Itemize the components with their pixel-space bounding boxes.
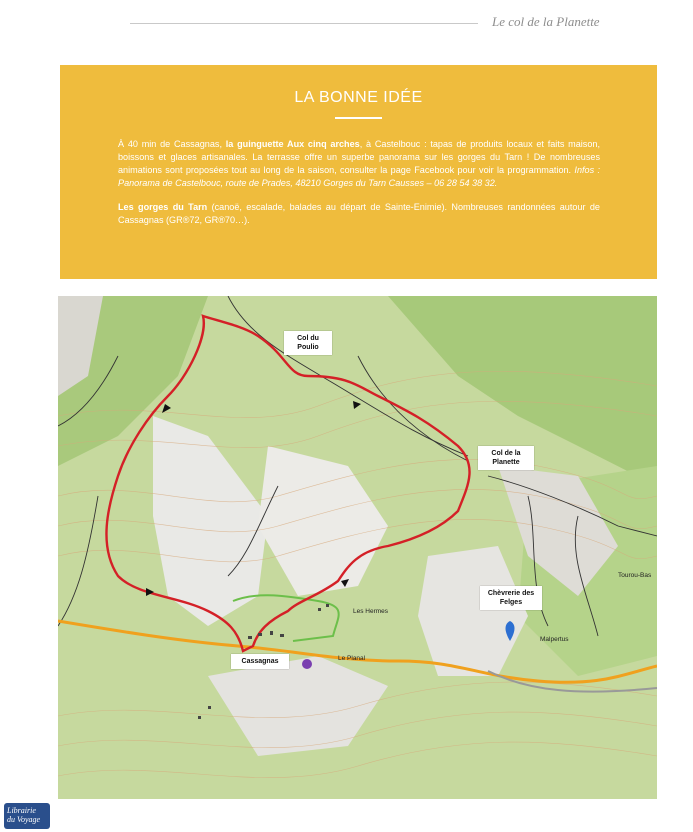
logo-line-2: du Voyage — [7, 815, 41, 824]
label-cassagnas: Cassagnas — [231, 654, 289, 669]
p1-intro: À 40 min de Cassagnas, — [118, 139, 226, 149]
publisher-logo — [4, 803, 50, 829]
p2-bold: Les gorges du Tarn — [118, 202, 208, 212]
p1-body: , à Castelbouc : tapas de produits locaux et faits maison, boissons et glaces artisanales. La terrasse offre un superbe panorama sur les gorges du Tarn ! De nombreuses animations sont proposées tout au long de la saison, consulter la page Facebook pour voir la programmation. — [118, 139, 600, 175]
label-col-planette: Col de la Planette — [478, 446, 534, 470]
header-rule — [130, 23, 478, 24]
place-tourou-bas: Tourou-Bas — [618, 572, 652, 579]
idea-box — [60, 65, 657, 279]
place-malpertus: Malpertus — [540, 636, 569, 643]
running-title: Le col de la Planette — [492, 14, 600, 29]
p2-body: (canoë, escalade, balades au départ de Sainte-Enimie). Nombreuses randonnées autour de Cassagnas (GR®72, GR®70…). — [118, 202, 600, 225]
label-col-poulio: Col du Poulio — [284, 331, 332, 355]
p1-bold: la guinguette Aux cinq arches — [225, 139, 360, 149]
p1-italic: Infos : Panorama de Castelbouc, route de Prades, 48210 Gorges du Tarn Causses – 06 28 54 38 32. — [118, 165, 600, 188]
idea-paragraph-2 — [118, 201, 600, 227]
place-le-planal: Le Planal — [338, 655, 366, 662]
idea-title-rule — [335, 117, 382, 119]
map-canvas — [58, 296, 657, 799]
idea-text — [118, 138, 600, 238]
label-chevrerie: Chèvrerie des Felges — [480, 586, 542, 610]
logo-line-1: Librairie — [7, 806, 36, 815]
idea-title: LA BONNE IDÉE — [294, 89, 423, 106]
idea-paragraph-1 — [118, 138, 600, 190]
start-marker — [302, 659, 312, 669]
place-les-hermes: Les Hermes — [353, 608, 389, 615]
trail-map — [58, 296, 657, 799]
